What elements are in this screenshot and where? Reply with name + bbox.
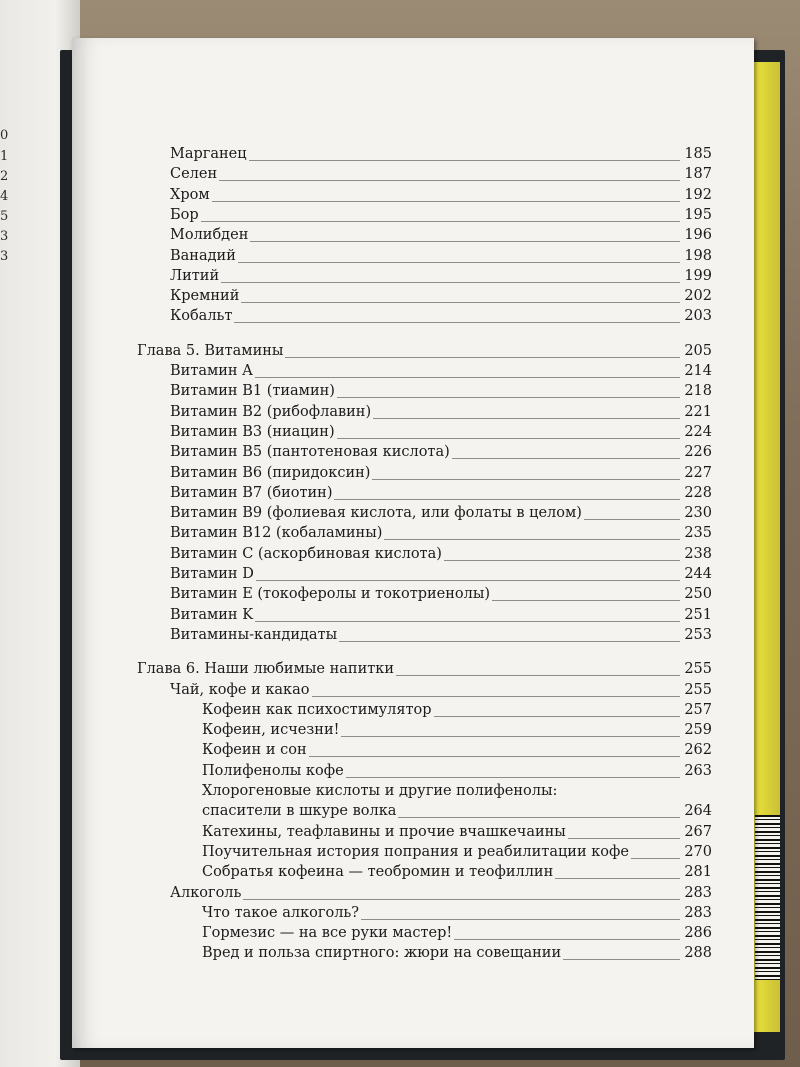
toc-entry-title: Витамин D [170, 566, 254, 582]
toc-page-number: 195 [684, 206, 712, 223]
barcode [755, 815, 780, 980]
toc-entry-title: Хлорогеновые кислоты и другие полифенолы: [202, 783, 558, 799]
toc-chapter-row [72, 341, 754, 361]
toc-entry-row [72, 943, 754, 963]
toc-leader-line [584, 519, 680, 520]
toc-chapter-row [72, 659, 754, 679]
toc-leader-line [243, 899, 680, 900]
toc-entry-title: Витамин A [170, 363, 253, 379]
toc-entry-row [72, 801, 754, 821]
toc-page-number: 259 [684, 722, 712, 739]
toc-entry-title: Витамин B1 (тиамин) [170, 383, 335, 400]
toc-page-number: 238 [684, 545, 712, 562]
toc-entry-row [72, 205, 754, 225]
toc-page-number: 255 [684, 661, 712, 678]
toc-page-number: 187 [684, 166, 712, 183]
toc-page-number: 221 [684, 403, 712, 420]
toc-entry-row [72, 903, 754, 923]
toc-leader-line [631, 858, 680, 859]
toc-entry-row [72, 680, 754, 700]
toc-entry-row [72, 144, 754, 164]
toc-page-number: 281 [684, 864, 712, 881]
toc-leader-line [492, 600, 680, 601]
toc-page-number: 263 [684, 762, 712, 779]
left-page-edge-number: 4 [0, 189, 9, 204]
toc-entry-row [72, 442, 754, 462]
toc-entry-row [72, 584, 754, 604]
toc-entry-row [72, 740, 754, 760]
toc-entry-title: Витамин B12 (кобаламины) [170, 525, 383, 542]
toc-page-number: 205 [684, 342, 712, 359]
toc-entry-title: Катехины, теафлавины и прочие вчашкечаины [202, 823, 566, 840]
toc-entry-title: Витамин B6 (пиридоксин) [170, 464, 371, 481]
toc-leader-line [444, 560, 680, 561]
toc-entry-title: Глава 6. Наши любимые напитки [137, 661, 394, 678]
toc-leader-line [339, 641, 680, 642]
toc-page-number: 283 [684, 904, 712, 921]
toc-entry-title: Гормезис — на все руки мастер! [202, 925, 453, 942]
toc-entry-title: Кофеин, исчезни! [202, 722, 340, 739]
toc-leader-line [238, 262, 680, 263]
toc-entry-row [72, 923, 754, 943]
toc-leader-line [361, 919, 680, 920]
toc-page-number: 257 [684, 701, 712, 718]
toc-page-number: 244 [684, 566, 712, 582]
toc-entry-row [72, 306, 754, 326]
toc-entry-title: Витамин K [170, 606, 254, 623]
toc-leader-line [555, 878, 680, 879]
toc-leader-line [346, 777, 680, 778]
toc-leader-line [384, 539, 680, 540]
toc-entry-title: Витамин B5 (пантотеновая кислота) [170, 444, 450, 461]
toc-page-number: 250 [684, 586, 712, 603]
toc-page-number: 185 [684, 146, 712, 162]
toc-leader-line [341, 736, 680, 737]
toc-page-number: 283 [684, 884, 712, 901]
toc-leader-line [256, 580, 680, 581]
toc-entry-title: Ванадий [170, 247, 236, 264]
toc-entry-row [72, 822, 754, 842]
toc-leader-line [373, 418, 680, 419]
toc-leader-line [337, 397, 680, 398]
toc-entry-row [72, 720, 754, 740]
toc-entry-title: Витамин B3 (ниацин) [170, 423, 335, 440]
toc-leader-line [563, 959, 680, 960]
toc-leader-line [454, 939, 680, 940]
toc-page-number: 255 [684, 681, 712, 698]
left-page-edge-number: 5 [0, 209, 9, 224]
toc-leader-line [219, 180, 680, 181]
toc-page-number: 264 [684, 803, 712, 820]
toc-leader-line [255, 377, 680, 378]
toc-entry-row [72, 625, 754, 645]
toc-entry-row [72, 544, 754, 564]
toc-entry-title: Витамин B2 (рибофлавин) [170, 403, 372, 420]
toc-page-number: 227 [684, 464, 712, 481]
toc-leader-line [434, 716, 680, 717]
toc-page-number: 286 [684, 925, 712, 942]
toc-entry-row [72, 381, 754, 401]
table-of-contents [72, 38, 754, 1048]
toc-entry-row [72, 225, 754, 245]
toc-leader-line [249, 160, 680, 161]
toc-entry-title: Что такое алкоголь? [202, 904, 360, 921]
toc-entry-title: Кобальт [170, 308, 233, 325]
toc-entry-title: Собратья кофеина — теобромин и теофиллин [202, 864, 554, 881]
toc-entry-row [72, 246, 754, 266]
toc-page-number: 253 [684, 626, 712, 643]
toc-entry-title: Витамины-кандидаты [170, 626, 338, 643]
toc-leader-line [372, 479, 680, 480]
toc-entry-title: Кофеин как психостимулятор [202, 701, 432, 718]
toc-entry-title: Бор [170, 206, 199, 223]
toc-page-number: 196 [684, 227, 712, 244]
toc-entry-title: Марганец [170, 146, 247, 162]
toc-entry-row [72, 483, 754, 503]
toc-entry-row [72, 503, 754, 523]
toc-entry-row [72, 700, 754, 720]
toc-leader-line [234, 322, 680, 323]
toc-page-number: 224 [684, 423, 712, 440]
toc-page-number: 267 [684, 823, 712, 840]
toc-page-number: 218 [684, 383, 712, 400]
toc-entry-row [72, 862, 754, 882]
left-page-edge-number: 2 [0, 169, 9, 184]
toc-leader-line [334, 499, 680, 500]
book-page [72, 38, 754, 1048]
toc-entry-row [72, 422, 754, 442]
toc-page-number: 202 [684, 288, 712, 305]
toc-entry-title: Алкоголь [170, 884, 242, 901]
toc-leader-line [568, 838, 680, 839]
toc-entry-row [72, 781, 754, 801]
toc-entry-title: Витамин B7 (биотин) [170, 484, 333, 501]
toc-entry-row [72, 164, 754, 184]
toc-leader-line [221, 282, 680, 283]
toc-entry-title: Полифенолы кофе [202, 762, 344, 779]
left-page-edge-number: 3 [0, 229, 9, 244]
toc-leader-line [398, 817, 680, 818]
toc-entry-title: Чай, кофе и какао [170, 681, 310, 698]
toc-leader-line [255, 621, 680, 622]
toc-entry-title: Витамин E (токоферолы и токотриенолы) [170, 586, 491, 603]
toc-leader-line [212, 201, 680, 202]
left-page-edge-number: 1 [0, 149, 9, 164]
toc-entry-row [72, 523, 754, 543]
toc-leader-line [285, 357, 680, 358]
toc-entry-title: Витамин B9 (фолиевая кислота, или фолаты в целом) [170, 505, 582, 522]
toc-entry-row [72, 564, 754, 584]
left-page-edge-number: 0 [0, 128, 9, 143]
toc-leader-line [241, 302, 680, 303]
toc-leader-line [312, 696, 680, 697]
toc-entry-title: Хром [170, 186, 210, 203]
toc-leader-line [309, 756, 680, 757]
toc-entry-row [72, 761, 754, 781]
toc-entry-title: Литий [170, 267, 220, 284]
toc-leader-line [250, 241, 680, 242]
toc-page-number: 235 [684, 525, 712, 542]
toc-entry-row [72, 266, 754, 286]
toc-leader-line [452, 458, 680, 459]
toc-entry-title: спасители в шкуре волка [202, 803, 397, 820]
toc-page-number: 288 [684, 945, 712, 962]
toc-page-number: 270 [684, 843, 712, 860]
toc-entry-title: Молибден [170, 227, 249, 244]
toc-page-number: 228 [684, 484, 712, 501]
toc-entry-title: Глава 5. Витамины [137, 342, 284, 359]
toc-leader-line [201, 221, 680, 222]
toc-entry-row [72, 605, 754, 625]
toc-entry-row [72, 883, 754, 903]
toc-page-number: 203 [684, 308, 712, 325]
toc-entry-row [72, 361, 754, 381]
toc-entry-title: Витамин C (аскорбиновая кислота) [170, 545, 442, 562]
toc-leader-line [337, 438, 680, 439]
toc-entry-title: Вред и польза спиртного: жюри на совещании [202, 945, 562, 962]
toc-entry-row [72, 185, 754, 205]
toc-entry-title: Кофеин и сон [202, 742, 307, 759]
toc-entry-title: Селен [170, 166, 218, 183]
left-page-edge-number: 3 [0, 249, 9, 264]
toc-page-number: 262 [684, 742, 712, 759]
toc-page-number: 198 [684, 247, 712, 264]
toc-page-number: 199 [684, 267, 712, 284]
toc-entry-title: Поучительная история попрания и реабилитации кофе [202, 843, 629, 860]
toc-page-number: 214 [684, 363, 712, 379]
toc-entry-row [72, 463, 754, 483]
toc-entry-row [72, 842, 754, 862]
toc-page-number: 226 [684, 444, 712, 461]
toc-page-number: 230 [684, 505, 712, 522]
toc-entry-row [72, 286, 754, 306]
toc-entry-title: Кремний [170, 288, 240, 305]
toc-leader-line [396, 675, 680, 676]
toc-page-number: 192 [684, 186, 712, 203]
toc-page-number: 251 [684, 606, 712, 623]
toc-entry-row [72, 402, 754, 422]
